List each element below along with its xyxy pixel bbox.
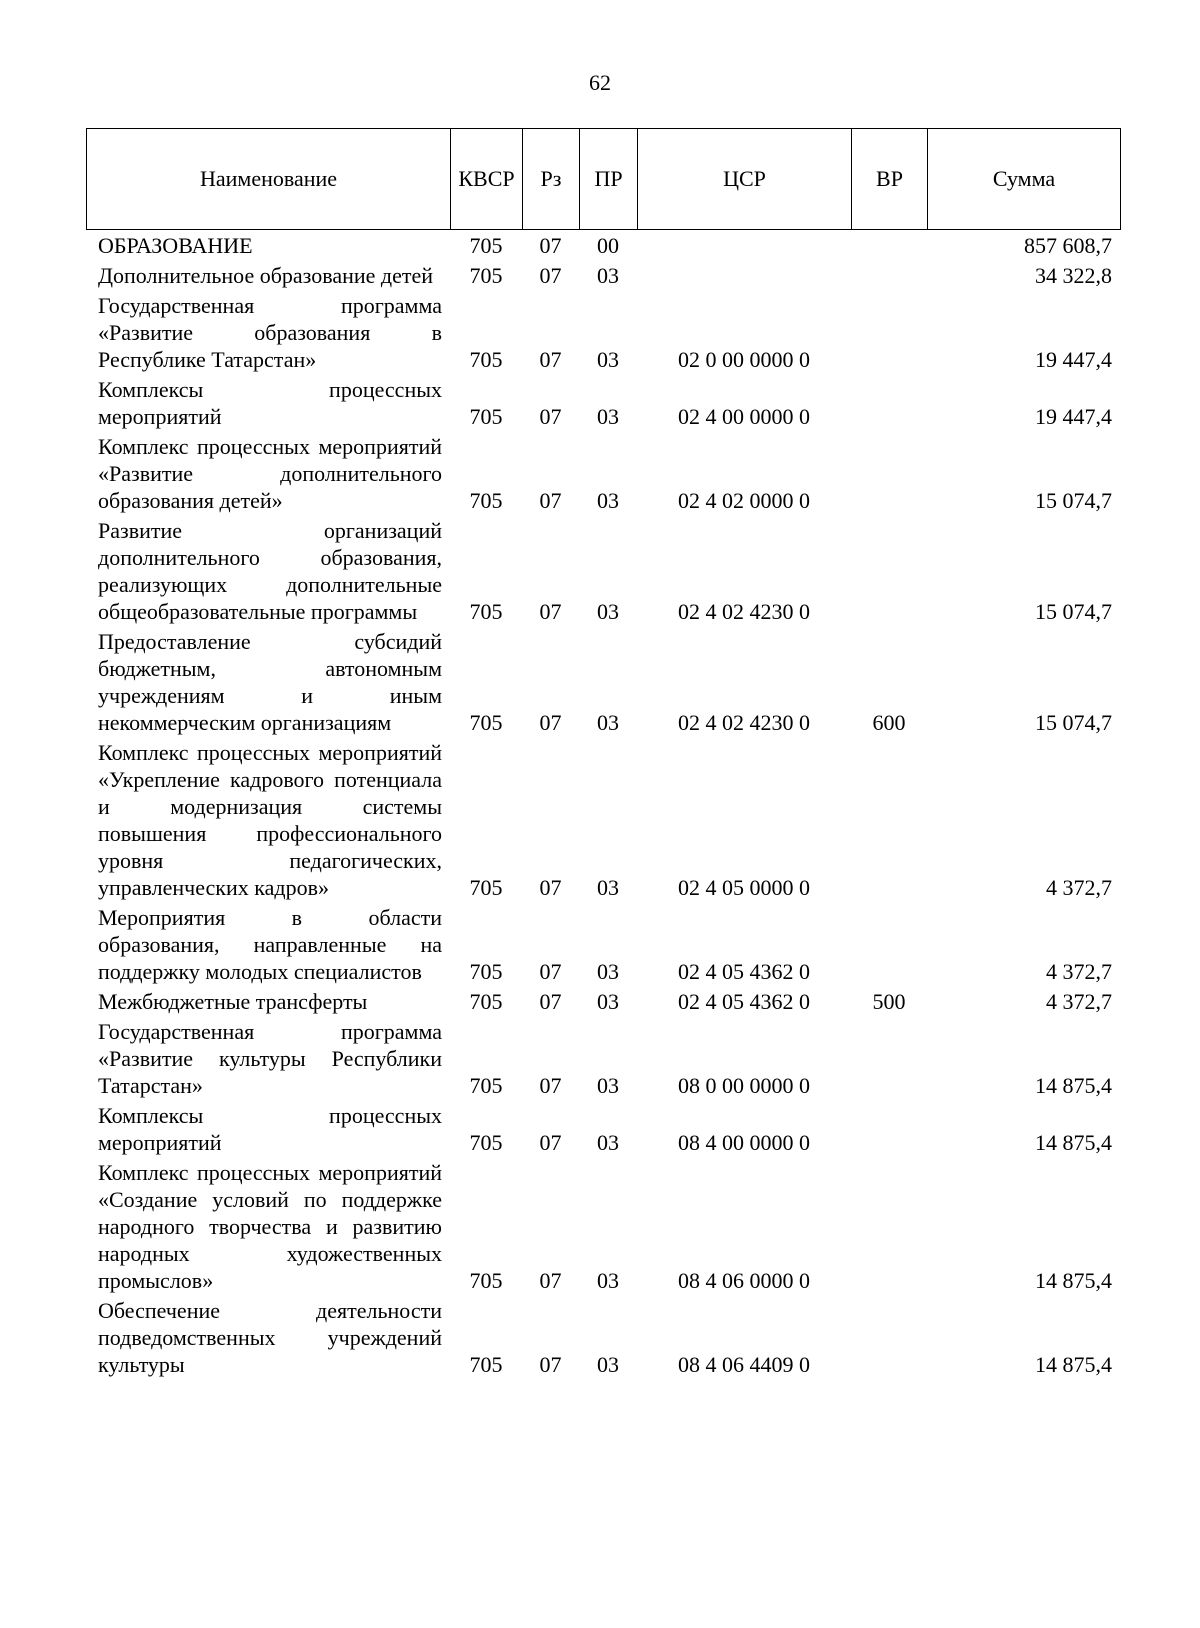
row-csr: 02 4 05 0000 0 [678, 875, 810, 900]
row-csr: 02 4 02 4230 0 [678, 599, 810, 624]
row-rz: 07 [539, 1130, 562, 1155]
row-name: Дополнительное образование детей [98, 263, 434, 288]
row-csr [637, 229, 851, 259]
row-pr: 03 [597, 710, 619, 735]
header-rz: Рз [523, 129, 580, 230]
row-csr [637, 259, 851, 289]
row-sum: 34 322,8 [1035, 263, 1112, 288]
row-sum: 4 372,7 [1046, 875, 1112, 900]
row-pr: 03 [597, 263, 619, 288]
row-name: Комплексы процессных мероприятий [98, 377, 442, 429]
row-rz: 07 [539, 263, 562, 288]
header-sum: Сумма [928, 129, 1121, 230]
row-kvsr: 705 [469, 599, 503, 624]
row-sum: 14 875,4 [1035, 1073, 1112, 1098]
row-sum: 4 372,7 [1046, 989, 1112, 1014]
row-kvsr: 705 [469, 488, 503, 513]
row-kvsr: 705 [469, 1352, 503, 1377]
row-rz: 07 [539, 875, 562, 900]
row-sum: 15 074,7 [1035, 599, 1112, 624]
row-csr: 08 0 00 0000 0 [678, 1073, 810, 1098]
row-pr: 03 [597, 1352, 619, 1377]
row-vr [851, 1015, 927, 1099]
row-pr: 03 [597, 989, 619, 1014]
row-name: Развитие организаций дополнительного образования, реализующих дополнительные общеобразовательные программы [98, 518, 442, 624]
row-sum: 14 875,4 [1035, 1268, 1112, 1293]
row-vr [851, 259, 927, 289]
table-row [86, 736, 1120, 901]
header-pr: ПР [580, 129, 638, 230]
row-csr: 08 4 06 0000 0 [678, 1268, 810, 1293]
row-vr [851, 229, 927, 259]
row-pr: 03 [597, 347, 619, 372]
row-kvsr: 705 [469, 959, 503, 984]
table-row [86, 1099, 1120, 1156]
row-pr: 03 [597, 959, 619, 984]
header-vr: ВР [852, 129, 928, 230]
row-name: Межбюджетные трансферты [98, 989, 368, 1014]
row-rz: 07 [539, 599, 562, 624]
row-csr: 08 4 06 4409 0 [678, 1352, 810, 1377]
row-pr: 00 [597, 233, 619, 258]
row-sum: 14 875,4 [1035, 1130, 1112, 1155]
row-sum: 14 875,4 [1035, 1352, 1112, 1377]
row-pr: 03 [597, 1130, 619, 1155]
row-kvsr: 705 [469, 1268, 503, 1293]
table-row [86, 259, 1120, 289]
row-kvsr: 705 [469, 989, 503, 1014]
header-name: Наименование [87, 129, 451, 230]
row-sum: 4 372,7 [1046, 959, 1112, 984]
row-pr: 03 [597, 1268, 619, 1293]
row-csr: 02 4 00 0000 0 [678, 404, 810, 429]
table-row [86, 625, 1120, 736]
header-csr: ЦСР [638, 129, 852, 230]
row-sum: 15 074,7 [1035, 488, 1112, 513]
row-sum: 19 447,4 [1035, 404, 1112, 429]
row-name: Комплексы процессных мероприятий [98, 1103, 442, 1155]
row-name: Государственная программа «Развитие культуры Республики Татарстан» [98, 1019, 442, 1098]
page-number: 62 [589, 70, 611, 95]
table-row [86, 1015, 1120, 1099]
row-vr [851, 1156, 927, 1294]
row-csr: 02 4 02 0000 0 [678, 488, 810, 513]
table-row [86, 289, 1120, 373]
row-vr [851, 1099, 927, 1156]
row-pr: 03 [597, 404, 619, 429]
row-vr [851, 1294, 927, 1378]
row-pr: 03 [597, 875, 619, 900]
row-rz: 07 [539, 959, 562, 984]
row-rz: 07 [539, 404, 562, 429]
row-csr: 02 0 00 0000 0 [678, 347, 810, 372]
row-name: Предоставление субсидий бюджетным, автономным учреждениям и иным некоммерческим организациям [98, 629, 442, 735]
row-csr: 02 4 02 4230 0 [678, 710, 810, 735]
row-sum: 15 074,7 [1035, 710, 1112, 735]
table-row [86, 373, 1120, 430]
row-csr: 08 4 00 0000 0 [678, 1130, 810, 1155]
row-kvsr: 705 [469, 1073, 503, 1098]
row-sum: 857 608,7 [1024, 233, 1112, 258]
row-rz: 07 [539, 710, 562, 735]
row-kvsr: 705 [469, 710, 503, 735]
row-pr: 03 [597, 488, 619, 513]
table-row [86, 1294, 1120, 1378]
row-csr: 02 4 05 4362 0 [678, 989, 810, 1014]
row-vr [851, 373, 927, 430]
row-kvsr: 705 [469, 875, 503, 900]
row-kvsr: 705 [469, 233, 503, 258]
row-name: Мероприятия в области образования, направленные на поддержку молодых специалистов [98, 905, 442, 984]
table-row [86, 514, 1120, 625]
header-kvsr: КВСР [451, 129, 523, 230]
row-rz: 07 [539, 233, 562, 258]
table-row [86, 901, 1120, 985]
table-row [86, 1156, 1120, 1294]
row-rz: 07 [539, 488, 562, 513]
table-row [86, 229, 1120, 259]
row-vr [851, 736, 927, 901]
row-rz: 07 [539, 1073, 562, 1098]
row-name: Комплекс процессных мероприятий «Развитие дополнительного образования детей» [98, 434, 442, 513]
row-vr [851, 514, 927, 625]
row-name: Комплекс процессных мероприятий «Укрепление кадрового потенциала и модернизация системы повышения профессионального уровня педагогических, управленческих кадров» [98, 740, 442, 900]
row-name: ОБРАЗОВАНИЕ [98, 233, 253, 258]
row-rz: 07 [539, 989, 562, 1014]
row-vr: 500 [872, 989, 906, 1014]
row-rz: 07 [539, 347, 562, 372]
row-pr: 03 [597, 599, 619, 624]
row-rz: 07 [539, 1352, 562, 1377]
row-vr [851, 901, 927, 985]
row-rz: 07 [539, 1268, 562, 1293]
row-vr [851, 289, 927, 373]
row-kvsr: 705 [469, 263, 503, 288]
table-header [86, 128, 1121, 230]
row-name: Государственная программа «Развитие образования в Республике Татарстан» [98, 293, 442, 372]
row-kvsr: 705 [469, 404, 503, 429]
row-csr: 02 4 05 4362 0 [678, 959, 810, 984]
row-name: Комплекс процессных мероприятий «Создание условий по поддержке народного творчества и развитию народных художественных промыслов» [98, 1160, 442, 1293]
budget-table [86, 229, 1120, 1378]
table-row [86, 985, 1120, 1015]
row-vr [851, 430, 927, 514]
row-kvsr: 705 [469, 1130, 503, 1155]
row-vr: 600 [872, 710, 906, 735]
table-row [86, 430, 1120, 514]
table-body [86, 229, 1120, 1378]
row-kvsr: 705 [469, 347, 503, 372]
row-pr: 03 [597, 1073, 619, 1098]
row-sum: 19 447,4 [1035, 347, 1112, 372]
row-name: Обеспечение деятельности подведомственных учреждений культуры [98, 1298, 442, 1377]
